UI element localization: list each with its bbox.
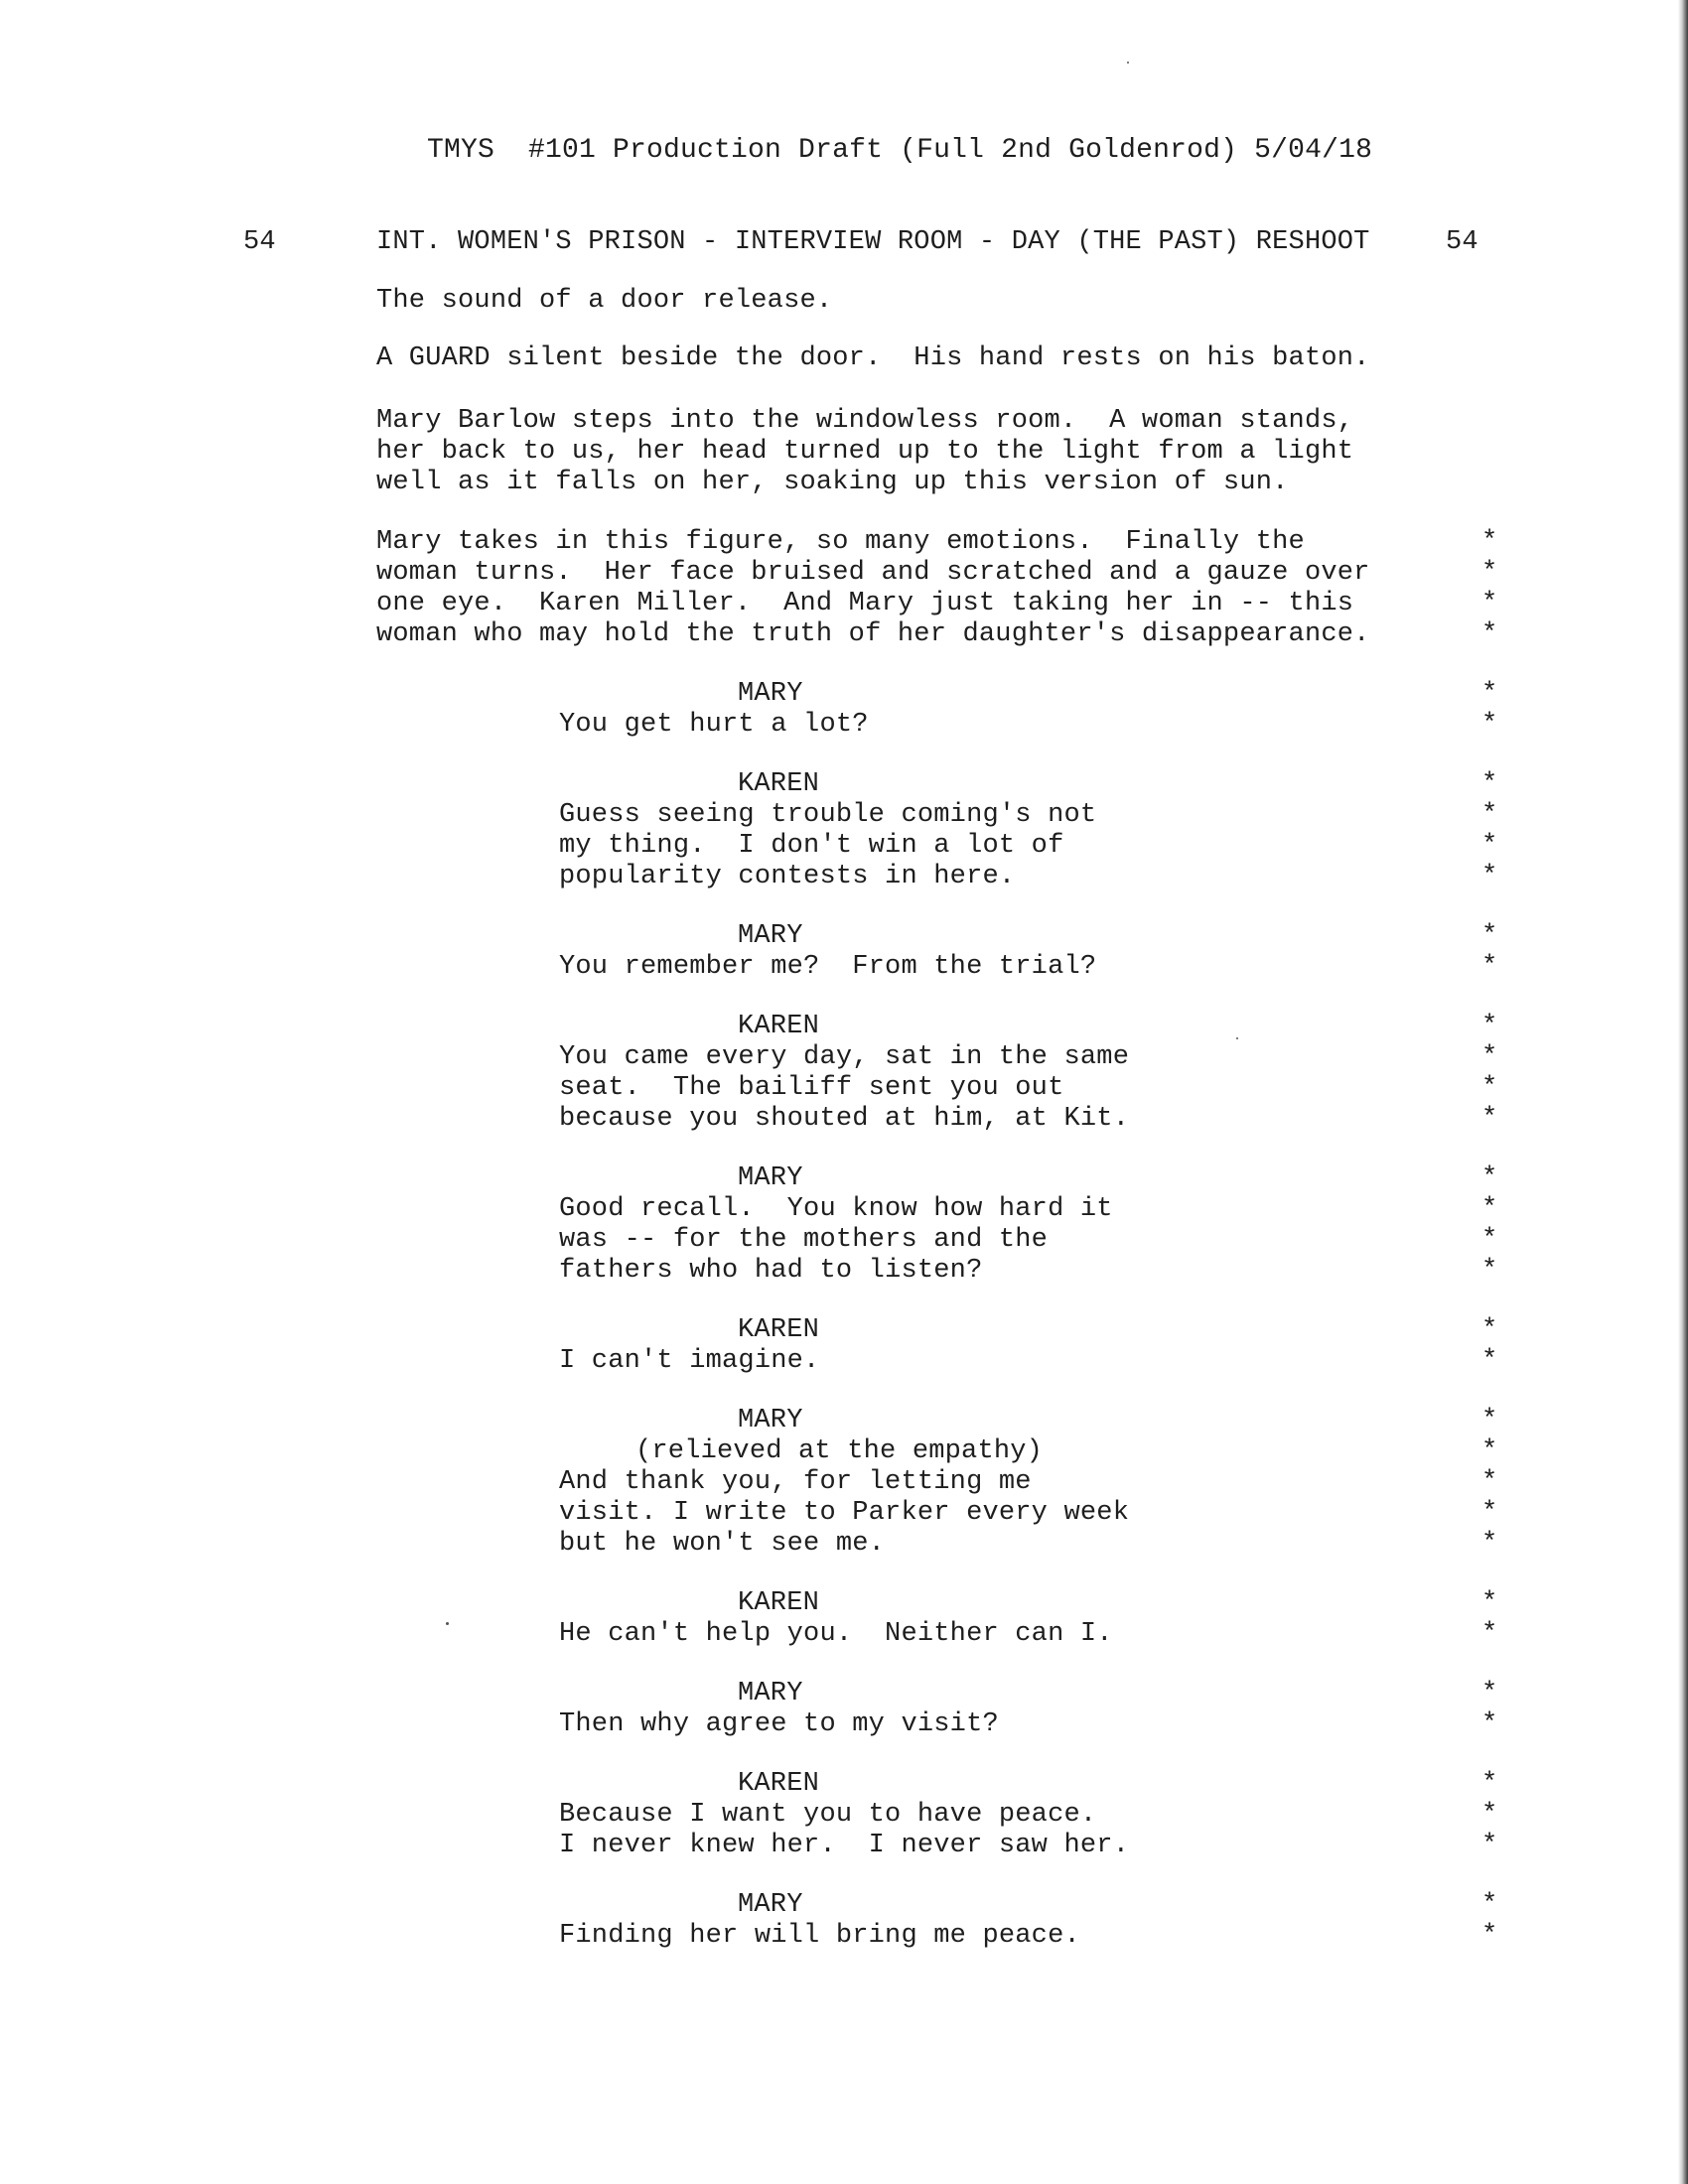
character-name: MARY — [738, 679, 803, 709]
revision-asterisk: * — [1481, 1346, 1498, 1376]
dialogue-line: Because I want you to have peace. — [559, 1800, 1097, 1830]
dialogue-line: Finding her will bring me peace. — [559, 1921, 1080, 1951]
character-name: KAREN — [738, 769, 820, 799]
dialogue-line: You get hurt a lot? — [559, 710, 869, 740]
revision-asterisk: * — [1481, 1256, 1498, 1286]
character-name: KAREN — [738, 1769, 820, 1799]
revision-asterisk: * — [1481, 800, 1498, 830]
revision-asterisk: * — [1481, 589, 1498, 618]
scan-speck — [1127, 62, 1129, 64]
dialogue-line: Guess seeing trouble coming's not — [559, 800, 1097, 830]
revision-asterisk: * — [1481, 831, 1498, 861]
action-line: The sound of a door release. — [376, 286, 833, 316]
action-line: one eye. Karen Miller. And Mary just taking her in -- this — [376, 589, 1354, 618]
revision-asterisk: * — [1481, 619, 1498, 649]
revision-asterisk: * — [1481, 1588, 1498, 1618]
character-name: MARY — [738, 1679, 803, 1708]
revision-asterisk: * — [1481, 1467, 1498, 1497]
revision-asterisk: * — [1481, 1225, 1498, 1255]
revision-asterisk: * — [1481, 1042, 1498, 1072]
scene-slugline: INT. WOMEN'S PRISON - INTERVIEW ROOM - DAY (THE PAST) RESHOOT — [376, 227, 1370, 257]
dialogue-line: He can't help you. Neither can I. — [559, 1619, 1113, 1649]
dialogue-line: was -- for the mothers and the — [559, 1225, 1049, 1255]
scan-speck — [446, 1622, 449, 1625]
dialogue-line: popularity contests in here. — [559, 862, 1016, 891]
revision-asterisk: * — [1481, 1406, 1498, 1435]
action-line: Mary Barlow steps into the windowless room. A woman stands, — [376, 406, 1354, 436]
character-name: MARY — [738, 1406, 803, 1435]
revision-asterisk: * — [1481, 1498, 1498, 1528]
revision-asterisk: * — [1481, 1529, 1498, 1559]
character-name: KAREN — [738, 1588, 820, 1618]
revision-asterisk: * — [1481, 710, 1498, 740]
dialogue-line: Good recall. You know how hard it — [559, 1194, 1113, 1224]
revision-asterisk: * — [1481, 1163, 1498, 1193]
dialogue-line: Then why agree to my visit? — [559, 1709, 999, 1739]
dialogue-line: You came every day, sat in the same — [559, 1042, 1130, 1072]
revision-asterisk: * — [1481, 862, 1498, 891]
action-line: Mary takes in this figure, so many emotions. Finally the — [376, 527, 1305, 557]
dialogue-line: I never knew her. I never saw her. — [559, 1831, 1130, 1860]
parenthetical: (relieved at the empathy) — [635, 1436, 1044, 1466]
dialogue-line: fathers who had to listen? — [559, 1256, 983, 1286]
revision-asterisk: * — [1481, 679, 1498, 709]
dialogue-line: seat. The bailiff sent you out — [559, 1073, 1064, 1103]
revision-asterisk: * — [1481, 1890, 1498, 1920]
revision-asterisk: * — [1481, 1679, 1498, 1708]
dialogue-line: I can't imagine. — [559, 1346, 820, 1376]
character-name: KAREN — [738, 1012, 820, 1041]
revision-asterisk: * — [1481, 1921, 1498, 1951]
revision-asterisk: * — [1481, 1709, 1498, 1739]
scene-number-left: 54 — [243, 227, 276, 257]
revision-asterisk: * — [1481, 1315, 1498, 1345]
page-header: TMYS #101 Production Draft (Full 2nd Goldenrod) 5/04/18 — [427, 135, 1373, 166]
character-name: MARY — [738, 1890, 803, 1920]
dialogue-line: You remember me? From the trial? — [559, 952, 1097, 982]
revision-asterisk: * — [1481, 558, 1498, 588]
scan-edge — [1678, 0, 1688, 2184]
revision-asterisk: * — [1481, 1012, 1498, 1041]
scan-speck — [1236, 1037, 1238, 1039]
revision-asterisk: * — [1481, 527, 1498, 557]
revision-asterisk: * — [1481, 1104, 1498, 1134]
revision-asterisk: * — [1481, 1800, 1498, 1830]
revision-asterisk: * — [1481, 921, 1498, 951]
revision-asterisk: * — [1481, 1436, 1498, 1466]
dialogue-line: but he won't see me. — [559, 1529, 886, 1559]
dialogue-line: because you shouted at him, at Kit. — [559, 1104, 1130, 1134]
action-line: A GUARD silent beside the door. His hand rests on his baton. — [376, 343, 1370, 373]
revision-asterisk: * — [1481, 769, 1498, 799]
action-line: well as it falls on her, soaking up this version of sun. — [376, 468, 1289, 497]
revision-asterisk: * — [1481, 1073, 1498, 1103]
revision-asterisk: * — [1481, 1194, 1498, 1224]
character-name: MARY — [738, 1163, 803, 1193]
action-line: woman who may hold the truth of her daughter's disappearance. — [376, 619, 1370, 649]
dialogue-line: And thank you, for letting me — [559, 1467, 1032, 1497]
revision-asterisk: * — [1481, 952, 1498, 982]
revision-asterisk: * — [1481, 1619, 1498, 1649]
action-line: her back to us, her head turned up to the light from a light — [376, 437, 1354, 467]
dialogue-line: visit. I write to Parker every week — [559, 1498, 1130, 1528]
character-name: MARY — [738, 921, 803, 951]
revision-asterisk: * — [1481, 1769, 1498, 1799]
revision-asterisk: * — [1481, 1831, 1498, 1860]
character-name: KAREN — [738, 1315, 820, 1345]
scene-number-right: 54 — [1446, 227, 1478, 257]
dialogue-line: my thing. I don't win a lot of — [559, 831, 1064, 861]
action-line: woman turns. Her face bruised and scratched and a gauze over — [376, 558, 1370, 588]
